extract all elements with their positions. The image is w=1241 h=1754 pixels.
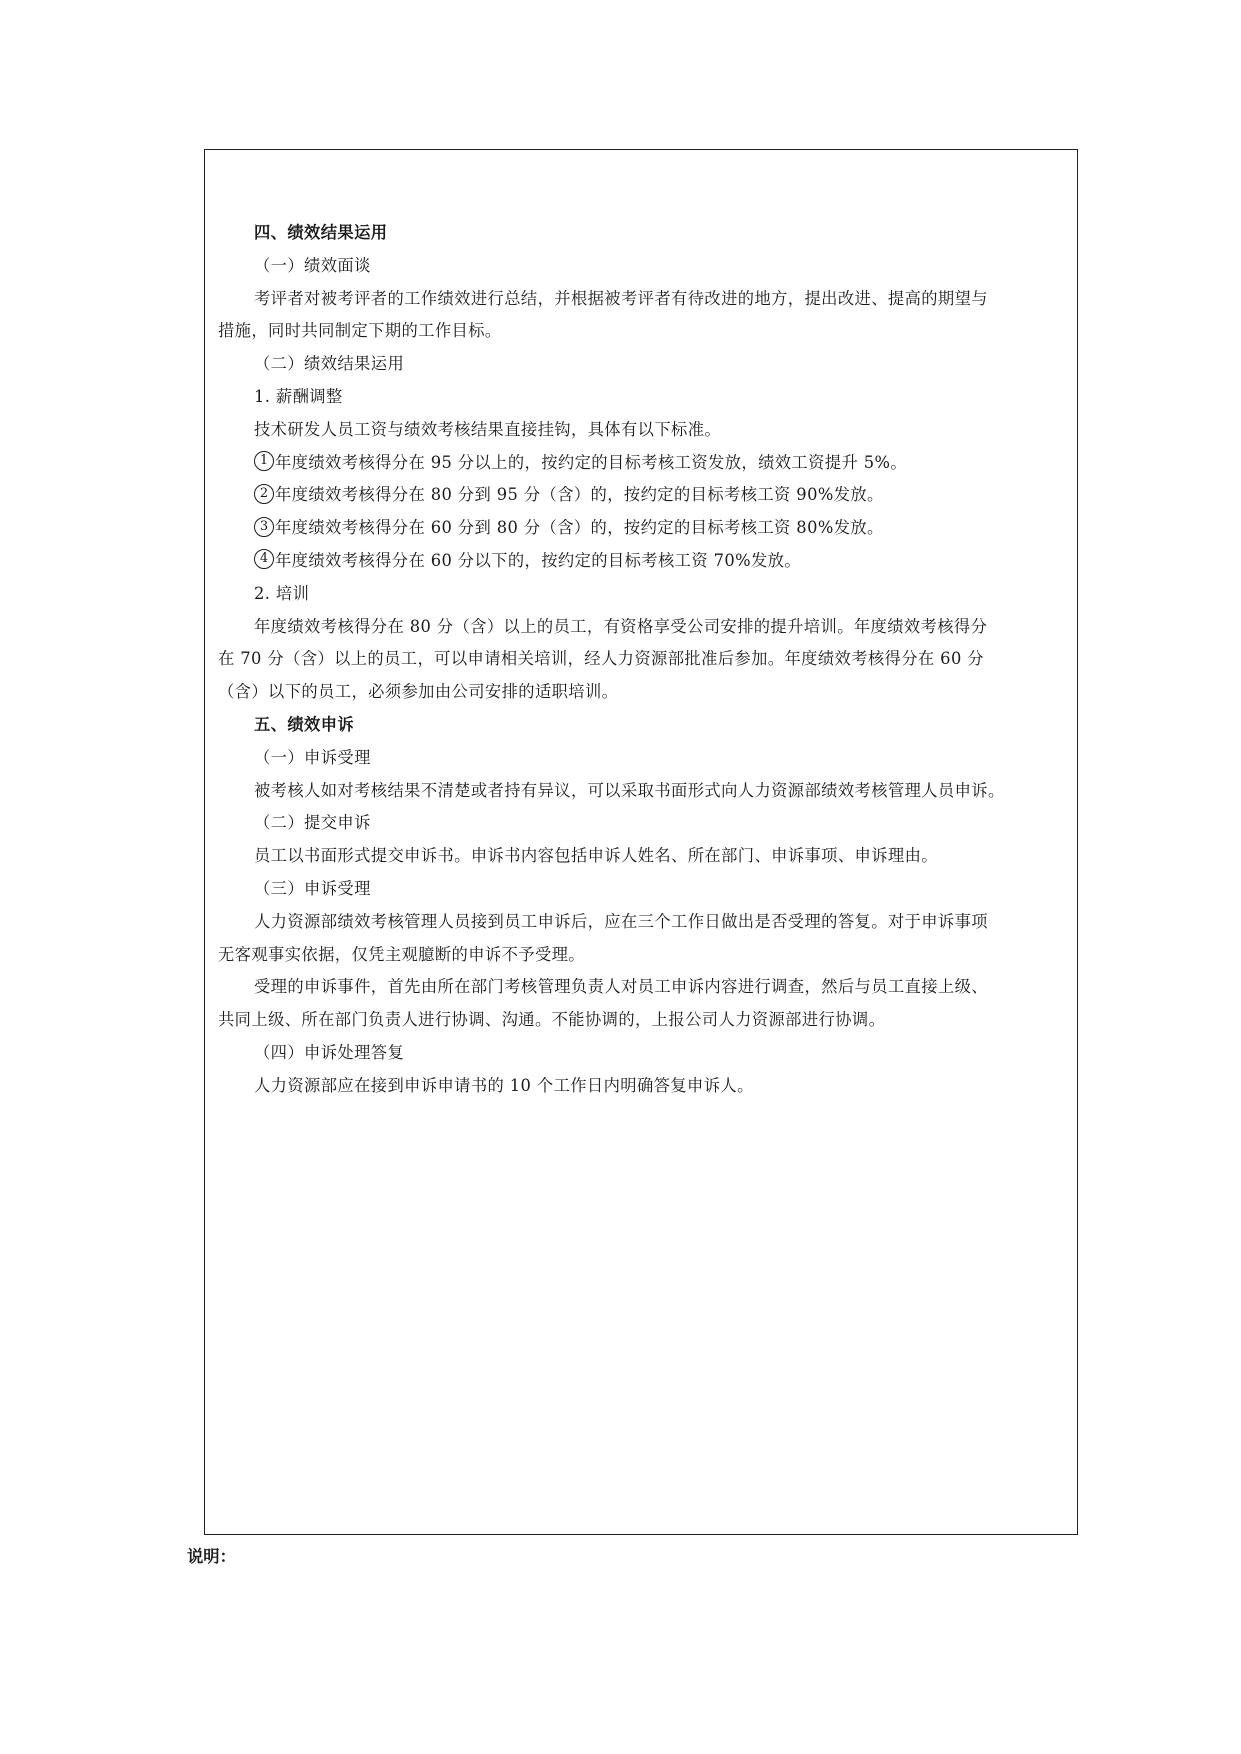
paragraph-line: 年度绩效考核得分在 80 分（含）以上的员工，有资格享受公司安排的提升培训。年度绩效考核得分 <box>254 616 988 636</box>
section-heading-results-use: 四、绩效结果运用 <box>254 223 388 242</box>
rule-text: 年度绩效考核得分在 60 分到 80 分（含）的，按约定的目标考核工资 80%发放。 <box>275 518 884 538</box>
rule-text: 年度绩效考核得分在 80 分到 95 分（含）的，按约定的目标考核工资 90%发放。 <box>275 485 884 505</box>
circled-number-marker: 2 <box>254 484 274 504</box>
subsection-title-appeal-handling: （三）申诉受理 <box>254 878 371 898</box>
rule-item <box>218 512 1074 545</box>
circled-number-marker: 1 <box>254 451 274 471</box>
circled-number-marker: 3 <box>254 517 274 537</box>
paragraph-line: 受理的申诉事件，首先由所在部门考核管理负责人对员工申诉内容进行调查，然后与员工直接上级、 <box>254 977 988 997</box>
rule-item <box>218 479 1074 512</box>
paragraph-line: 无客观事实依据，仅凭主观臆断的申诉不予受理。 <box>218 944 585 964</box>
paragraph-line: 考评者对被考评者的工作绩效进行总结，并根据被考评者有待改进的地方，提出改进、提高的期望与 <box>254 288 988 308</box>
paragraph-line: 措施，同时共同制定下期的工作目标。 <box>218 321 502 341</box>
rule-item <box>218 447 1074 480</box>
rule-item <box>218 545 1074 578</box>
subsection-title-interview: （一）绩效面谈 <box>254 255 371 275</box>
note-label: 说明： <box>187 1547 236 1566</box>
subsection-title-appeal-acceptance: （一）申诉受理 <box>254 747 371 767</box>
paragraph-line: 被考核人如对考核结果不清楚或者持有异议，可以采取书面形式向人力资源部绩效考核管理人员申诉。 <box>254 780 1005 800</box>
circled-number-marker: 4 <box>254 549 274 569</box>
paragraph-line: 在 70 分（含）以上的员工，可以申请相关培训，经人力资源部批准后参加。年度绩效考核得分在 60 分 <box>218 649 984 669</box>
item-title-salary: 1. 薪酬调整 <box>254 386 343 406</box>
subsection-title-submit-appeal: （二）提交申诉 <box>254 813 371 833</box>
paragraph-line: 人力资源部应在接到申诉申请书的 10 个工作日内明确答复申诉人。 <box>254 1075 754 1095</box>
item-title-training: 2. 培训 <box>254 583 310 603</box>
paragraph-line: （含）以下的员工，必须参加由公司安排的适职培训。 <box>218 682 619 702</box>
rule-text: 年度绩效考核得分在 95 分以上的，按约定的目标考核工资发放，绩效工资提升 5%。 <box>275 452 908 472</box>
subsection-title-appeal-reply: （四）申诉处理答复 <box>254 1042 405 1062</box>
paragraph-line: 技术研发人员工资与绩效考核结果直接挂钩，具体有以下标准。 <box>254 419 722 439</box>
rule-text: 年度绩效考核得分在 60 分以下的，按约定的目标考核工资 70%发放。 <box>275 550 802 570</box>
paragraph-line: 员工以书面形式提交申诉书。申诉书内容包括申诉人姓名、所在部门、申诉事项、申诉理由。 <box>254 846 938 866</box>
paragraph-line: 共同上级、所在部门负责人进行协调、沟通。不能协调的，上报公司人力资源部进行协调。 <box>218 1010 886 1030</box>
section-heading-appeal: 五、绩效申诉 <box>254 714 355 734</box>
subsection-title-results: （二）绩效结果运用 <box>254 354 405 374</box>
document-body <box>218 217 1074 1103</box>
paragraph-line: 人力资源部绩效考核管理人员接到员工申诉后，应在三个工作日做出是否受理的答复。对于申诉事项 <box>254 911 988 931</box>
